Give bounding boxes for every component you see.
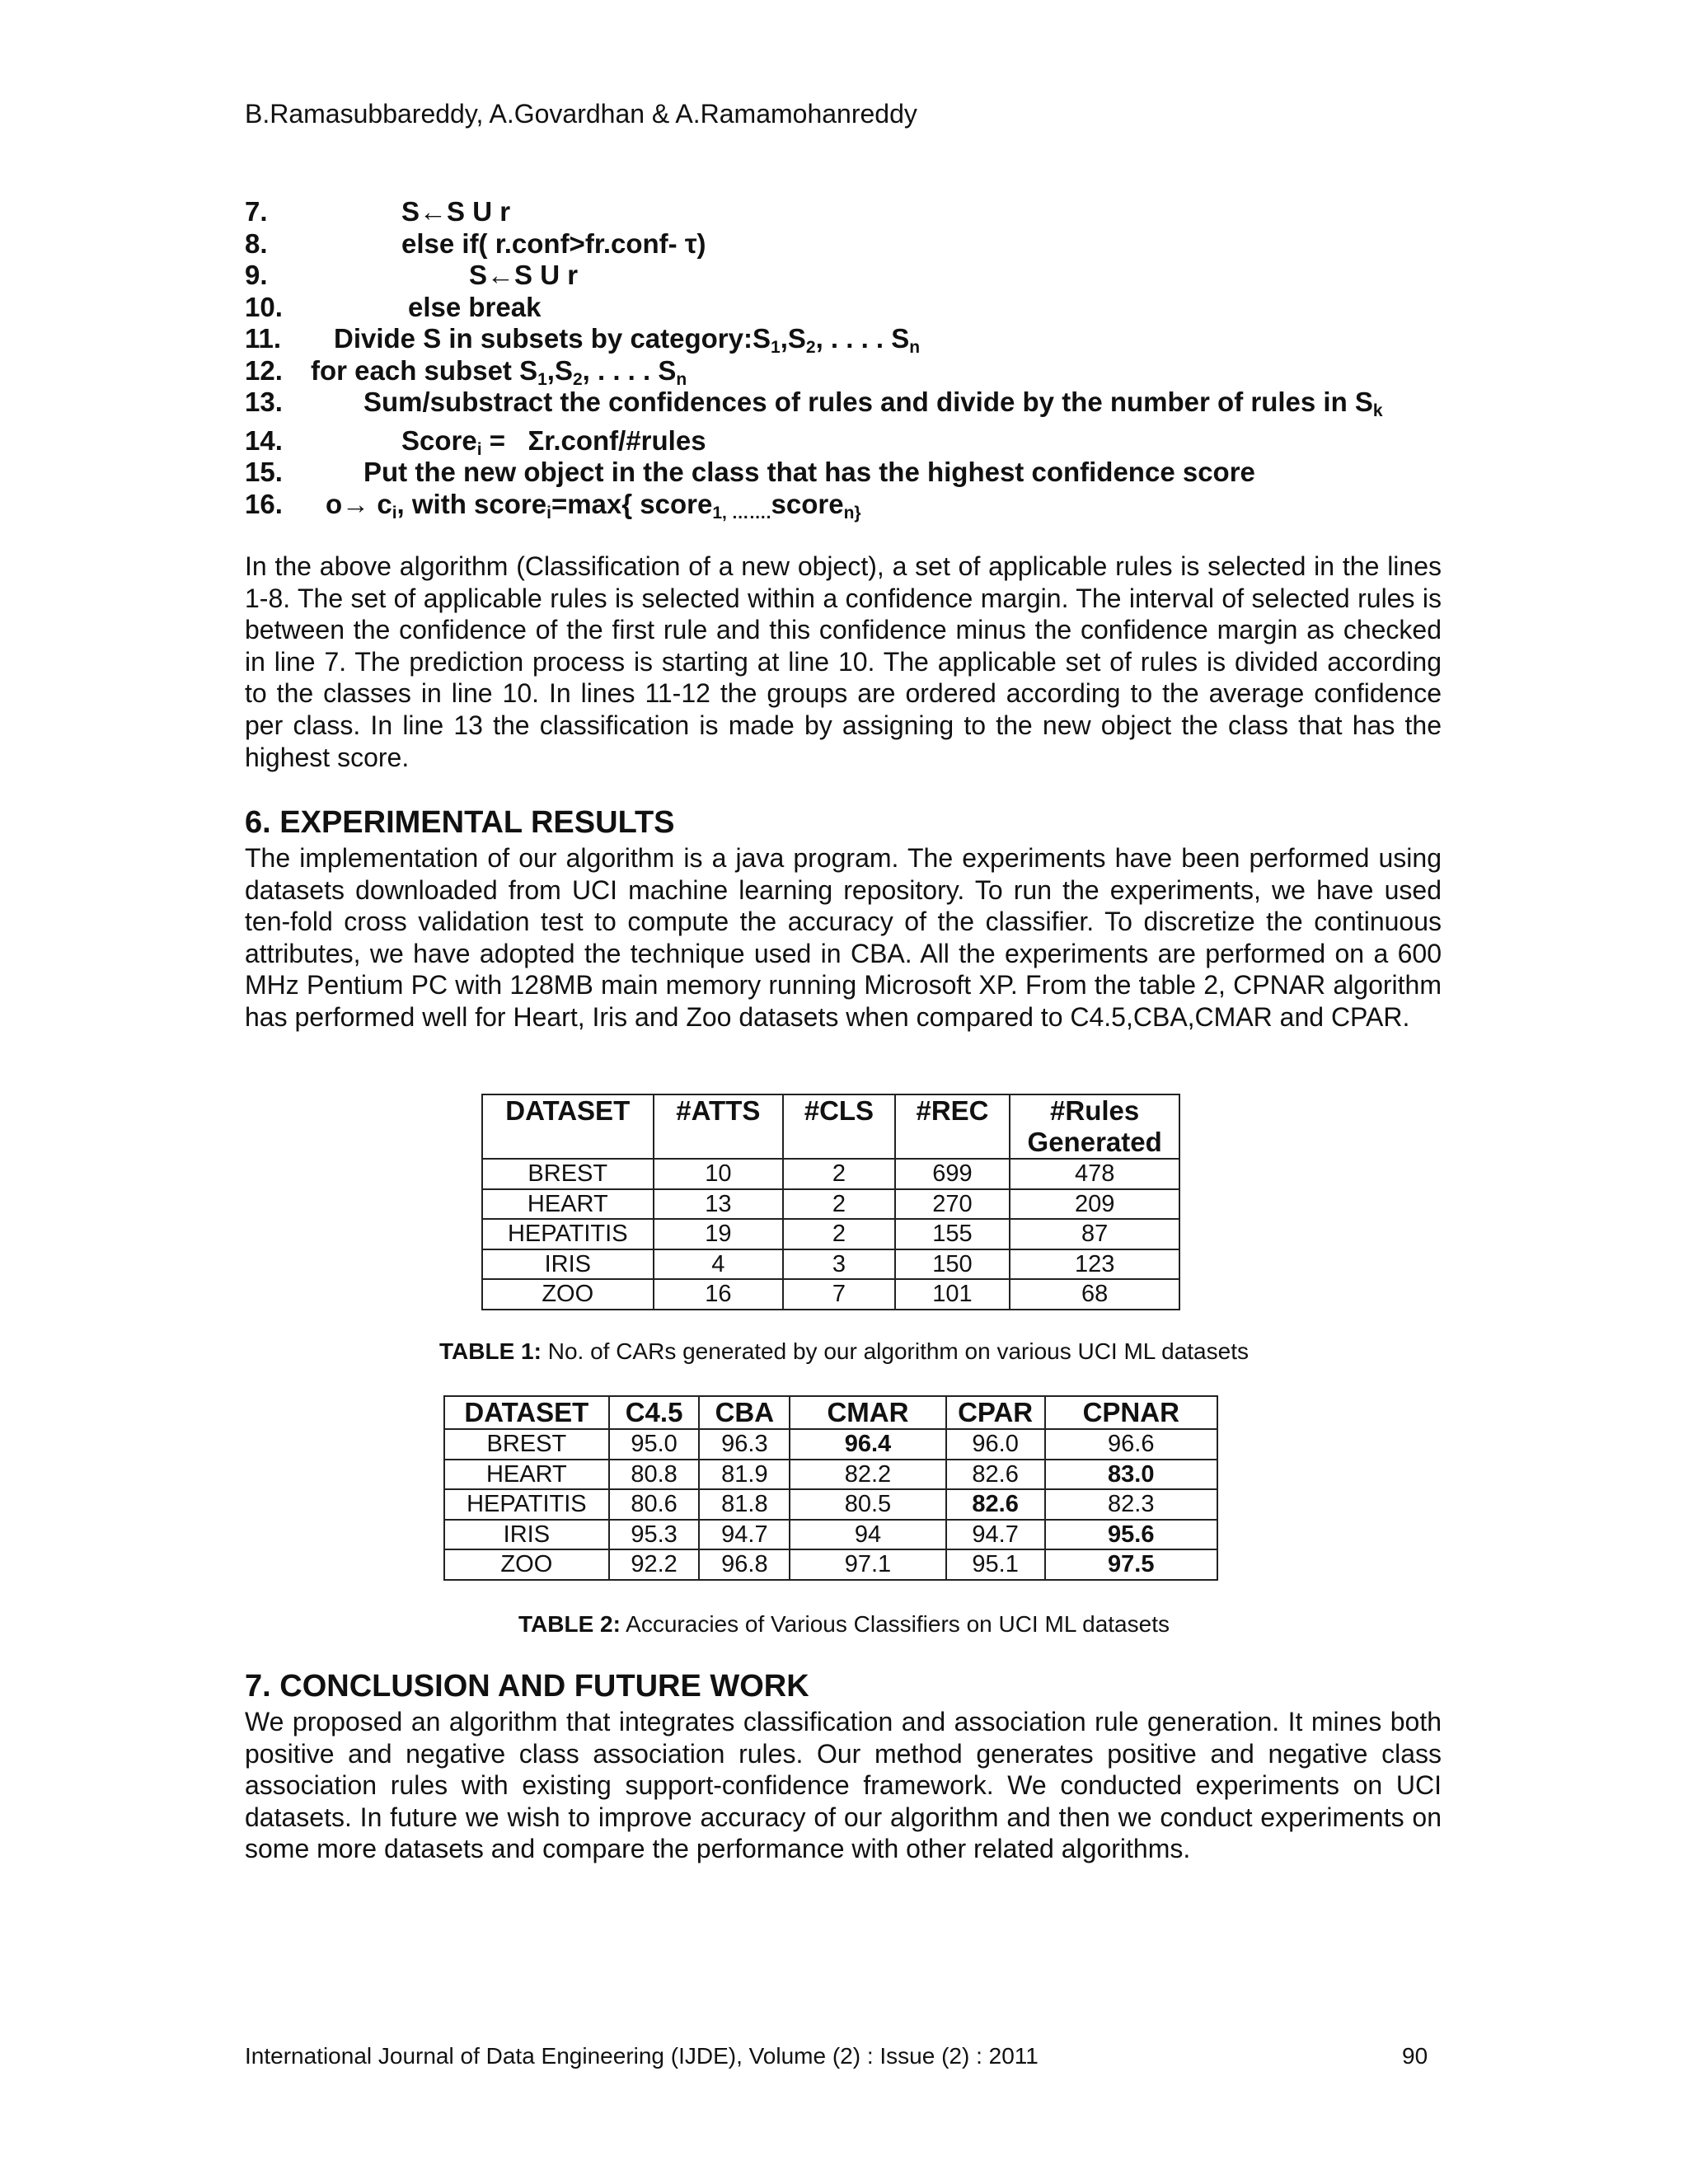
table-cell: IRIS <box>482 1249 654 1280</box>
table-cell: 80.5 <box>790 1489 945 1520</box>
table-1-caption <box>0 1338 1688 1366</box>
table-cell: 92.2 <box>609 1549 700 1580</box>
algorithm-line-9 <box>245 260 1440 292</box>
table-cell: ZOO <box>482 1279 654 1310</box>
table-cell: 699 <box>895 1159 1010 1189</box>
line-text: S←S U r <box>401 196 511 227</box>
line-number: 14. <box>245 424 283 456</box>
column-header: CBA <box>699 1396 790 1429</box>
subscript: 2 <box>572 369 583 389</box>
algorithm-line-13 <box>245 387 1440 419</box>
column-header: CMAR <box>790 1396 945 1429</box>
algorithm-listing <box>245 196 1440 523</box>
table-cell: 3 <box>783 1249 895 1280</box>
text-part: Score <box>401 424 477 456</box>
header-line: Generated <box>1027 1127 1162 1157</box>
text-part: for each subset S <box>311 354 538 386</box>
text-part: ,S <box>546 354 573 386</box>
table-cell: HEPATITIS <box>444 1489 609 1520</box>
table-cell: HEART <box>444 1460 609 1490</box>
algorithm-line-15 <box>245 457 1440 489</box>
column-header: #CLS <box>783 1094 895 1159</box>
table-cell: BREST <box>482 1159 654 1189</box>
section-6-body: The implementation of our algorithm is a java program. The experiments have been performed using datasets downloaded from UCI machine learning repository. To run the experiments, we have used ten-fold cross validation test to compute the accuracy of the classifier. To discretize the continuous attributes, we have adopted the technique used in CBA. All the experiments are performed on a 600 MHz Pentium PC with 128MB main memory running Microsoft XP. From the table 2, CPNAR algorithm has performed well for Heart, Iris and Zoo datasets when compared to C4.5,CBA,CMAR and CPAR. <box>245 843 1442 1032</box>
column-header: DATASET <box>444 1396 609 1429</box>
table-cell: ZOO <box>444 1549 609 1580</box>
table-cell: 4 <box>654 1249 784 1280</box>
caption-label: TABLE 2: <box>518 1611 621 1637</box>
table-cell: 96.6 <box>1045 1429 1217 1460</box>
table-cell: 2 <box>783 1159 895 1189</box>
table-cell: 87 <box>1010 1219 1179 1249</box>
table-cell: 82.6 <box>946 1460 1045 1490</box>
table-cell: IRIS <box>444 1520 609 1550</box>
header-line: #Rules <box>1050 1095 1140 1126</box>
algorithm-line-8 <box>245 228 1440 260</box>
line-text: else if( r.conf>fr.conf- τ) <box>401 227 706 259</box>
algorithm-explanation-paragraph: In the above algorithm (Classification of a new object), a set of applicable rules is selected in the lines 1-8. The set of applicable rules is selected within a confidence margin. The interval of selected rules is between the confidence of the first rule and this confidence minus the confidence margin as checked in line 7. The prediction process is starting at line 10. The applicable set of rules is divided according to the classes in line 10. In lines 11-12 the groups are ordered according to the average confidence per class. In line 13 the classification is made by assigning to the new object the class that has the highest score. <box>245 551 1442 772</box>
table-cell: 94.7 <box>699 1520 790 1550</box>
table-1-cars-generated <box>481 1094 1180 1310</box>
section-7-body: We proposed an algorithm that integrates classification and association rule generation. It mines both positive and negative class association rules. Our method generates positive and negative class association rules with existing support-confidence framework. We conducted experiments on UCI datasets. In future we wish to improve accuracy of our algorithm and then we conduct experiments on some more datasets and compare the performance with other related algorithms. <box>245 1707 1442 1864</box>
subscript: 1 <box>771 338 781 357</box>
table-cell: 81.9 <box>699 1460 790 1490</box>
table-cell: 83.0 <box>1045 1460 1217 1490</box>
column-header: DATASET <box>482 1094 654 1159</box>
line-number: 11. <box>245 323 282 354</box>
table-row <box>444 1489 1217 1520</box>
line-text <box>334 323 920 355</box>
table-cell: 150 <box>895 1249 1010 1280</box>
text-part: Sum/substract the confidences of rules and divide by the number of rules in S <box>363 387 1373 417</box>
text-part: , . . . . S <box>582 354 677 386</box>
algorithm-line-14 <box>245 425 1440 457</box>
table-header-row <box>482 1094 1179 1159</box>
table-cell: 96.8 <box>699 1549 790 1580</box>
line-number: 8. <box>245 227 268 259</box>
column-header: #REC <box>895 1094 1010 1159</box>
table-cell: 68 <box>1010 1279 1179 1310</box>
table-row <box>482 1249 1179 1280</box>
table-cell: 95.1 <box>946 1549 1045 1580</box>
column-header: CPAR <box>946 1396 1045 1429</box>
table-cell: 82.2 <box>790 1460 945 1490</box>
line-number: 13. <box>245 387 283 417</box>
table-row <box>444 1520 1217 1550</box>
line-number: 15. <box>245 457 283 487</box>
table-row <box>444 1460 1217 1490</box>
subscript: 2 <box>805 338 816 357</box>
table-cell: 10 <box>654 1159 784 1189</box>
line-number: 12. <box>245 354 283 386</box>
column-header: #ATTS <box>654 1094 784 1159</box>
table-cell: 94.7 <box>946 1520 1045 1550</box>
table-cell: 209 <box>1010 1189 1179 1220</box>
table-2-caption <box>0 1610 1688 1638</box>
text-part: =max{ score <box>551 488 713 519</box>
text-part: , with score <box>396 488 547 519</box>
table-row <box>482 1279 1179 1310</box>
table-row <box>482 1189 1179 1220</box>
subscript: n <box>676 369 687 389</box>
table-cell: 95.0 <box>609 1429 700 1460</box>
table-cell: 82.6 <box>946 1489 1045 1520</box>
table-header-row <box>444 1396 1217 1429</box>
table-cell: 270 <box>895 1189 1010 1220</box>
algorithm-line-10 <box>245 292 1440 324</box>
text-part: ,S <box>780 323 806 354</box>
table-cell: HEPATITIS <box>482 1219 654 1249</box>
table-cell: 7 <box>783 1279 895 1310</box>
table-cell: 2 <box>783 1189 895 1220</box>
algorithm-line-7 <box>245 196 1440 228</box>
line-text <box>326 489 861 521</box>
table-row <box>482 1159 1179 1189</box>
table-cell: 123 <box>1010 1249 1179 1280</box>
table-row <box>482 1219 1179 1249</box>
subscript: n <box>909 338 921 357</box>
subscript: i <box>546 503 551 523</box>
footer-journal-info: International Journal of Data Engineering (IJDE), Volume (2) : Issue (2) : 2011 <box>245 2043 1039 2069</box>
algorithm-line-16 <box>245 489 1440 521</box>
line-number: 16. <box>245 488 283 519</box>
table-cell: 95.6 <box>1045 1520 1217 1550</box>
table-cell: 95.3 <box>609 1520 700 1550</box>
table-cell: 478 <box>1010 1159 1179 1189</box>
table-cell: 13 <box>654 1189 784 1220</box>
subscript: 1, ……. <box>712 503 771 523</box>
table-cell: HEART <box>482 1189 654 1220</box>
column-header: C4.5 <box>609 1396 700 1429</box>
table-cell: 96.4 <box>790 1429 945 1460</box>
section-7-heading: 7. CONCLUSION AND FUTURE WORK <box>245 1669 809 1704</box>
table-row <box>444 1429 1217 1460</box>
table-cell: 19 <box>654 1219 784 1249</box>
line-number: 10. <box>245 291 283 322</box>
line-number: 7. <box>245 196 268 227</box>
subscript: n} <box>843 503 861 523</box>
caption-label: TABLE 1: <box>439 1338 542 1364</box>
table-cell: 2 <box>783 1219 895 1249</box>
subscript: i <box>392 503 397 523</box>
table-cell: 96.0 <box>946 1429 1045 1460</box>
line-text: S←S U r <box>469 260 579 290</box>
table-cell: 97.5 <box>1045 1549 1217 1580</box>
table-cell: 80.8 <box>609 1460 700 1490</box>
table-2-classifier-accuracies <box>443 1395 1218 1581</box>
text-part: = Σr.conf/#rules <box>481 424 706 456</box>
table-cell: 82.3 <box>1045 1489 1217 1520</box>
table-cell: 97.1 <box>790 1549 945 1580</box>
table-cell: 101 <box>895 1279 1010 1310</box>
running-header-authors: B.Ramasubbareddy, A.Govardhan & A.Ramamohanreddy <box>245 99 917 129</box>
line-number: 9. <box>245 260 268 290</box>
text-part: score <box>771 488 844 519</box>
column-header: CPNAR <box>1045 1396 1217 1429</box>
subscript: i <box>476 439 482 459</box>
table-cell: 80.6 <box>609 1489 700 1520</box>
algorithm-line-12 <box>245 355 1440 387</box>
column-header <box>1010 1094 1179 1159</box>
footer-page-number: 90 <box>1402 2043 1428 2069</box>
text-part: , . . . . S <box>815 323 910 354</box>
section-6-heading: 6. EXPERIMENTAL RESULTS <box>245 805 675 840</box>
table-row <box>444 1549 1217 1580</box>
text-part: Divide S in subsets by category:S <box>334 323 771 354</box>
text-part: o→ c <box>326 488 392 519</box>
subscript: k <box>1372 401 1383 420</box>
algorithm-line-11 <box>245 323 1440 355</box>
caption-text: No. of CARs generated by our algorithm on various UCI ML datasets <box>541 1338 1249 1364</box>
table-cell: 155 <box>895 1219 1010 1249</box>
table-cell: 81.8 <box>699 1489 790 1520</box>
table-cell: 94 <box>790 1520 945 1550</box>
caption-text: Accuracies of Various Classifiers on UCI ML datasets <box>620 1611 1170 1637</box>
line-text: else break <box>408 291 542 322</box>
line-text <box>401 425 706 457</box>
line-text <box>311 355 687 387</box>
table-cell: 96.3 <box>699 1429 790 1460</box>
line-text: Put the new object in the class that has the highest confidence score <box>363 457 1255 487</box>
table-cell: BREST <box>444 1429 609 1460</box>
line-text <box>363 387 1383 419</box>
subscript: 1 <box>537 369 547 389</box>
table-cell: 16 <box>654 1279 784 1310</box>
